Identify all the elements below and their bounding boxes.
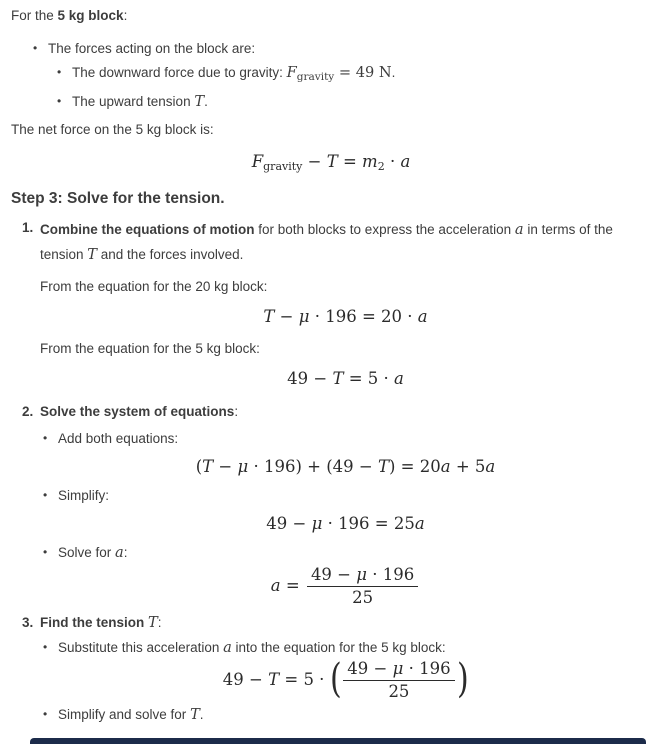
fraction: $\frac{49 - \mu \cdot 196}{25}$ xyxy=(307,565,418,608)
equation-20kg: T − μ · 196 = 20 · a xyxy=(263,307,428,326)
chat-input-top-edge[interactable] xyxy=(30,738,646,744)
intro-paragraph: For the 5 kg block: xyxy=(11,8,128,23)
list-item-text: Substitute this acceleration a into the equation for the 5 kg block: xyxy=(58,639,446,656)
bullet-icon: • xyxy=(33,41,38,55)
fraction: $\frac{49 - \mu \cdot 196}{25}$ xyxy=(343,659,454,702)
list-item-gravity xyxy=(57,62,651,88)
item-1-text: Combine the equations of motion for both blocks to express the acceleration a in terms of the tension T and the forces involved. xyxy=(40,221,613,263)
numbered-item-3 xyxy=(22,612,651,725)
from-20kg-paragraph: From the equation for the 20 kg block: xyxy=(40,279,268,294)
bullet-icon: • xyxy=(43,488,48,502)
equation-5kg: 49 − T = 5 · a xyxy=(287,369,404,388)
list-item-solve-a xyxy=(43,542,651,563)
list-item-text: The downward force due to gravity: $F_{gravity} = 49$ N. xyxy=(72,64,396,83)
list-item-text: Add both equations: xyxy=(58,431,179,446)
from-5kg-paragraph: From the equation for the 5 kg block: xyxy=(40,341,260,356)
list-item-text: Simplify and solve for T. xyxy=(58,706,204,724)
list-item-simplify xyxy=(43,485,651,506)
big-paren: ) xyxy=(456,655,469,702)
equation-add: (T − μ · 196) + (49 − T) = 20a + 5a xyxy=(195,457,496,476)
list-item-substitute xyxy=(43,637,651,658)
list-item-forces xyxy=(33,38,651,59)
numbered-item-2 xyxy=(22,401,651,610)
equation-simplified: 49 − μ · 196 = 25a xyxy=(266,514,425,533)
list-item-text: Simplify: xyxy=(58,488,110,503)
bullet-icon: • xyxy=(57,65,62,79)
list-item-final xyxy=(43,704,651,725)
bullet-icon: • xyxy=(43,431,48,445)
list-item-add xyxy=(43,428,651,449)
equation-acceleration: a = $\frac{49 - \mu \cdot 196}{25}$ xyxy=(40,565,651,608)
bullet-icon: • xyxy=(57,94,62,108)
list-marker: 1. xyxy=(22,220,34,235)
list-item-tension xyxy=(57,91,651,112)
list-item-text: The forces acting on the block are: xyxy=(48,41,256,56)
step-3-heading: Step 3: Solve for the tension. xyxy=(11,190,225,207)
equation-final: 49 − T = 5 · ( $\frac{49 - \mu \cdot 196}{25}$ ) xyxy=(222,655,469,702)
list-item-text: Solve for a: xyxy=(58,544,128,561)
equation-net-force: Fgravity − T = m2 · a xyxy=(251,152,411,173)
list-marker: 3. xyxy=(22,615,34,630)
bullet-icon: • xyxy=(43,707,48,722)
list-marker: 2. xyxy=(22,404,34,419)
item-2-text: Solve the system of equations: xyxy=(40,404,239,419)
bullet-icon: • xyxy=(43,545,48,559)
item-3-text: Find the tension T: xyxy=(40,614,162,631)
bullet-icon: • xyxy=(43,640,48,654)
forces-bullet-list xyxy=(11,38,651,112)
big-paren: ( xyxy=(329,655,342,702)
numbered-item-1 xyxy=(22,217,651,399)
list-item-text: The upward tension T. xyxy=(72,93,208,110)
net-force-paragraph: The net force on the 5 kg block is: xyxy=(11,122,214,137)
